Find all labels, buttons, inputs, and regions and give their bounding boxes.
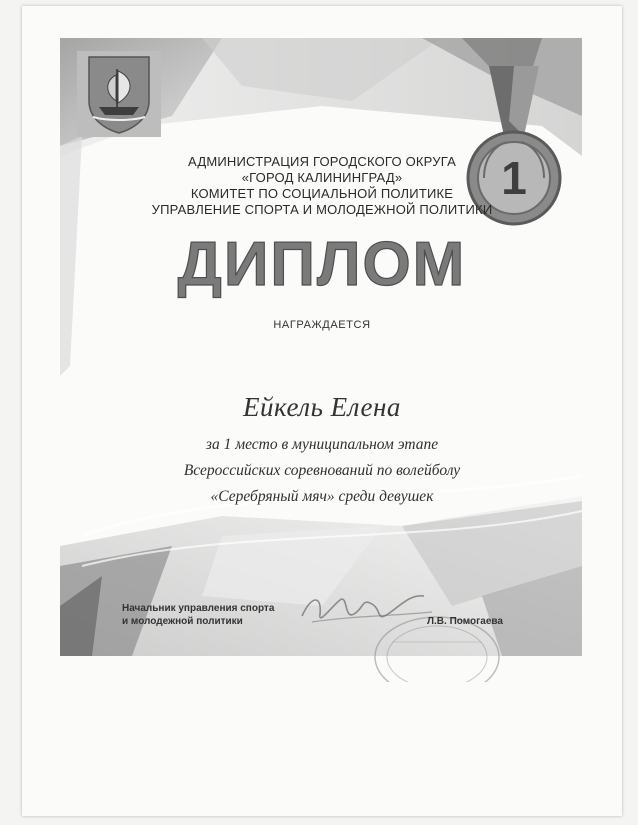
organization-line: УПРАВЛЕНИЕ СПОРТА И МОЛОДЕЖНОЙ ПОЛИТИКИ: [151, 202, 493, 217]
organization-header: [122, 154, 522, 218]
reason-line: за 1 место в муниципальном этапе: [205, 436, 439, 453]
signatory-title-line: и молодежной политики: [122, 616, 243, 627]
kaliningrad-coat-of-arms-icon: [77, 51, 161, 137]
organization-line: «ГОРОД КАЛИНИНГРАД»: [241, 170, 403, 185]
organization-line: АДМИНИСТРАЦИЯ ГОРОДСКОГО ОКРУГА: [188, 154, 456, 169]
reason-line: «Серебряный мяч» среди девушек: [210, 488, 434, 505]
recipient-name: Ейкель Елена: [243, 392, 401, 422]
diploma-sheet: [22, 6, 622, 816]
award-reason: [112, 432, 532, 510]
signatory-name: Л.В. Помогаева: [427, 616, 503, 627]
handwritten-signature: [292, 586, 442, 631]
reason-line: Всероссийских соревнований по волейболу: [183, 462, 461, 479]
awarded-label: НАГРАЖДАЕТСЯ: [273, 319, 371, 331]
diploma-title: ДИПЛОМ: [177, 230, 467, 299]
signatory-title-line: Начальник управления спорта: [122, 603, 275, 614]
signatory-title: [122, 602, 274, 628]
organization-line: КОМИТЕТ ПО СОЦИАЛЬНОЙ ПОЛИТИКЕ: [190, 186, 454, 201]
medal-number: 1: [501, 152, 527, 204]
